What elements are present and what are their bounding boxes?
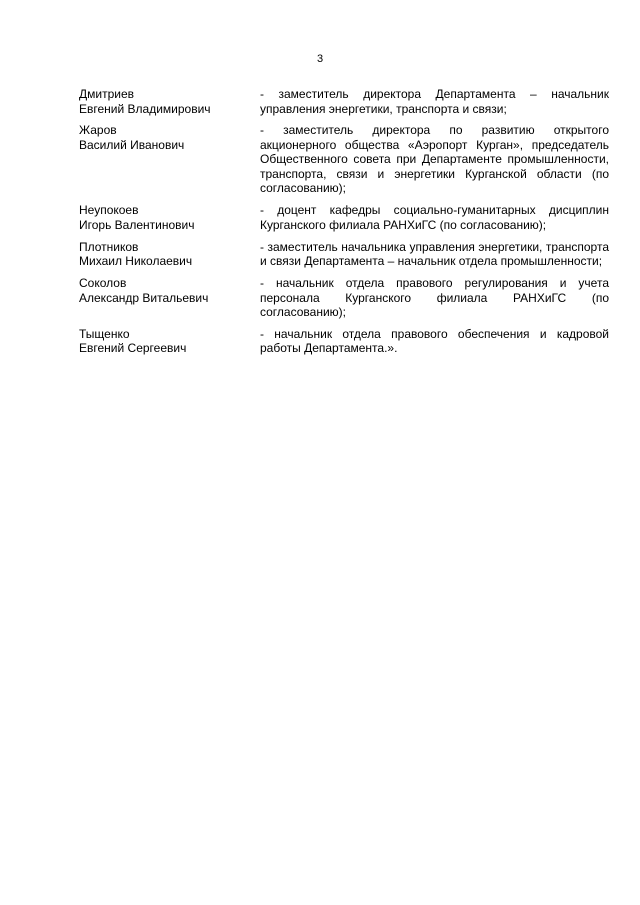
- member-given-names: Василий Иванович: [79, 137, 185, 152]
- member-surname: Плотников: [79, 239, 139, 254]
- list-item: [79, 240, 609, 269]
- member-role: - начальник отдела правового регулирования и учета персонала Курганского филиала РАНХиГС (по согласованию);: [260, 276, 609, 320]
- list-item: [79, 203, 609, 232]
- member-role: - заместитель директора по развитию открытого акционерного общества «Аэропорт Курган», председатель Общественного совета при Департаменте промышленности, транспорта, связи и энергетики Курганской области (по согласованию);: [260, 123, 609, 196]
- member-surname: Дмитриев: [79, 87, 135, 101]
- member-name: [79, 276, 260, 305]
- member-given-names: Евгений Владимирович: [79, 101, 211, 116]
- list-item: [79, 276, 609, 320]
- list-item: [79, 87, 609, 116]
- list-item: [79, 123, 609, 196]
- member-name: [79, 203, 260, 232]
- member-name: [79, 327, 260, 356]
- member-name: [79, 240, 260, 269]
- member-name: [79, 123, 260, 152]
- member-given-names: Игорь Валентинович: [79, 217, 195, 232]
- member-surname: Соколов: [79, 276, 127, 291]
- member-role: - заместитель директора Департамента – начальник управления энергетики, транспорта и связи;: [260, 87, 609, 116]
- member-given-names: Александр Витальевич: [79, 290, 209, 305]
- list-item: [79, 327, 609, 356]
- member-surname: Неупокоев: [79, 203, 139, 218]
- member-given-names: Михаил Николаевич: [79, 254, 193, 269]
- member-surname: Тыщенко: [79, 326, 130, 341]
- member-surname: Жаров: [79, 123, 117, 138]
- member-list: [79, 87, 609, 356]
- member-role: - начальник отдела правового обеспечения и кадровой работы Департамента.».: [260, 326, 609, 356]
- member-role: - доцент кафедры социально-гуманитарных дисциплин Курганского филиала РАНХиГС (по согласованию);: [260, 203, 609, 232]
- member-given-names: Евгений Сергеевич: [79, 341, 187, 356]
- page-number: 3: [316, 53, 324, 65]
- member-name: [79, 87, 260, 116]
- member-role: - заместитель начальника управления энергетики, транспорта и связи Департамента – начальник отдела промышленности;: [260, 239, 609, 269]
